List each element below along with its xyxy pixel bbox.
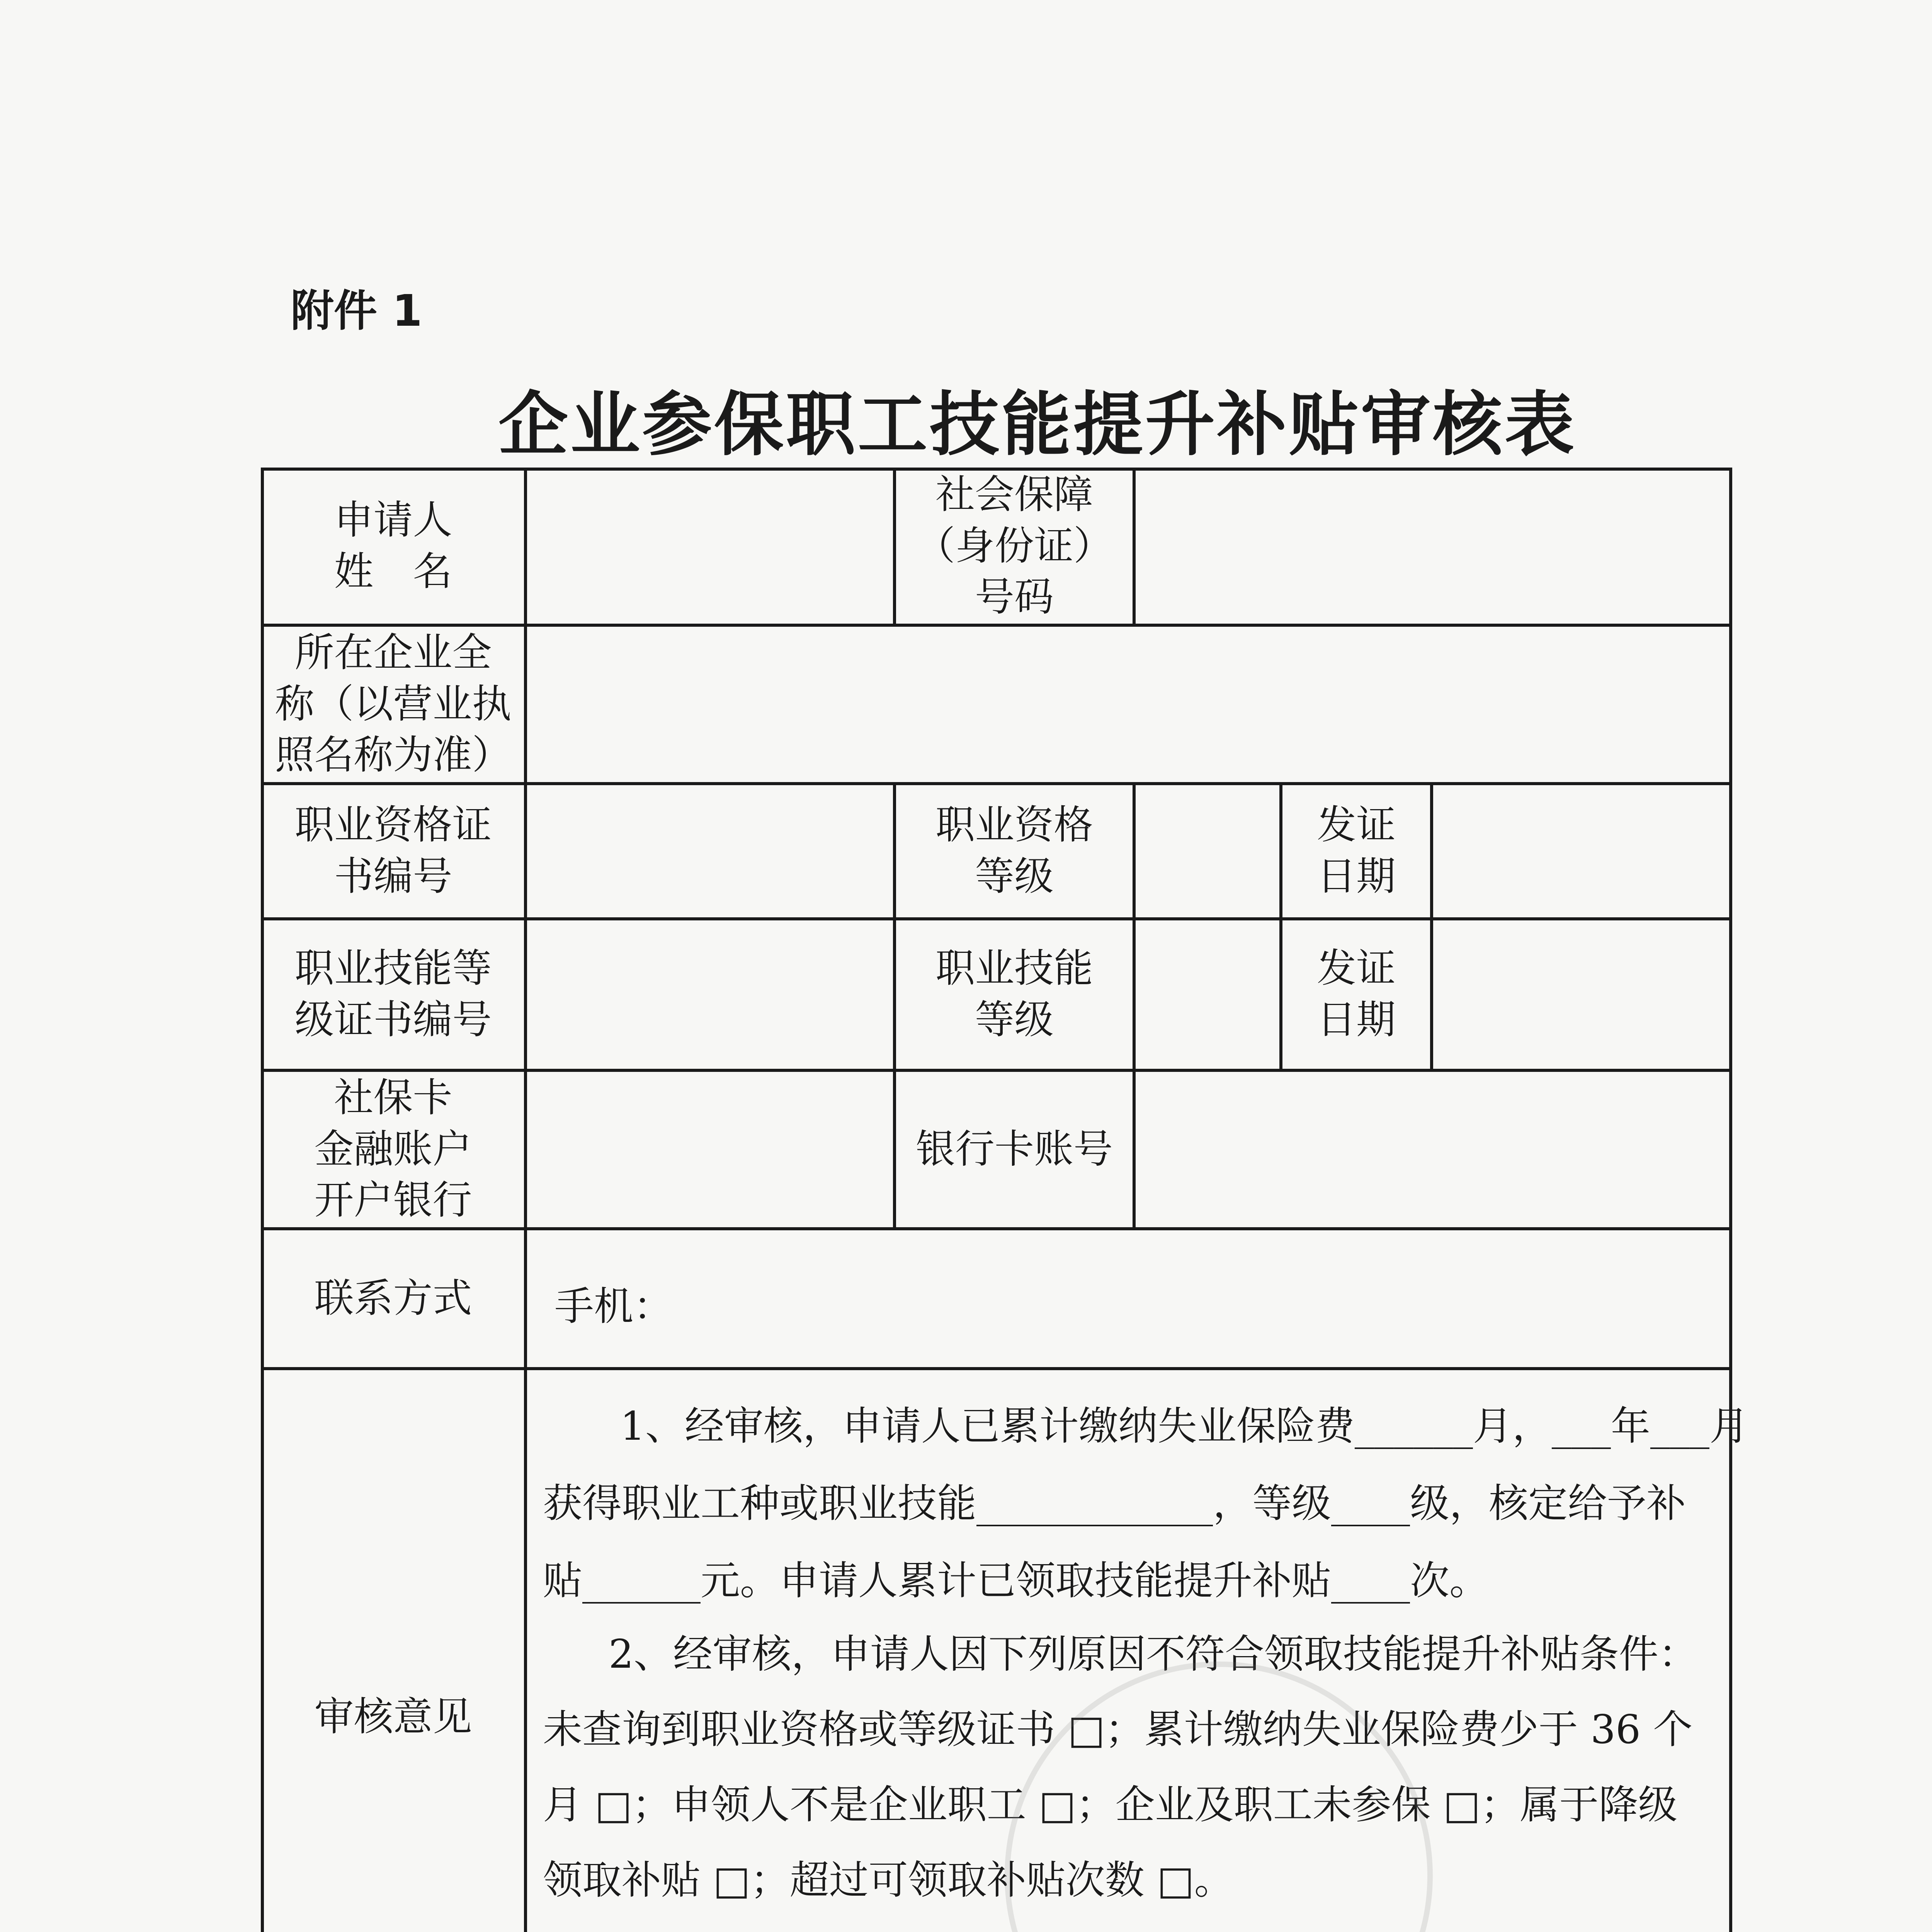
review-opinion-label: 审核意见 [314, 1694, 472, 1740]
skill-cert-no-label: 职业技能等 级证书编号 [294, 946, 492, 1043]
handler-signature-label [620, 1924, 857, 1932]
bank-account-label: 银行卡账号 [916, 1126, 1113, 1172]
form-title: 企业参保职工技能提升补贴审核表 [498, 384, 1577, 465]
skill-issue-date-label: 发证 日期 [1317, 946, 1396, 1043]
bank-label: 社保卡 金融账户 开户银行 [314, 1075, 472, 1224]
qualification-issue-date-label: 发证 日期 [1317, 802, 1396, 900]
qualification-cert-no-label: 职业资格证 书编号 [294, 802, 492, 900]
review-line-2: 获得职业工种或职业技能____________，等级____级，核定给予补 [543, 1481, 1686, 1527]
review-line-5: 未查询到职业资格或等级证书 □；累计缴纳失业保险费少于 36 个 [543, 1707, 1693, 1753]
contact-label: 联系方式 [314, 1275, 472, 1321]
review-form-table [261, 468, 1749, 1932]
review-line-4: 2、经审核，申请人因下列原因不符合领取技能提升补贴条件： [609, 1631, 1698, 1677]
phone-label: 手机： [554, 1284, 673, 1330]
company-name-label: 所在企业全 称（以营业执 照名称为准） [275, 630, 512, 779]
qualification-level-label: 职业资格 等级 [935, 802, 1093, 900]
review-line-7: 领取补贴 □；超过可领取补贴次数 □。 [543, 1857, 1234, 1903]
social-security-id-label: 社会保障 （身份证） 号码 [916, 472, 1113, 621]
review-line-6: 月 □；申领人不是企业职工 □；企业及职工未参保 □；属于降级 [543, 1782, 1678, 1828]
review-line-3: 贴______元。申请人累计已领取技能提升补贴____次。 [543, 1558, 1489, 1604]
skill-level-label: 职业技能 等级 [935, 946, 1093, 1043]
attachment-label: 附件 1 [291, 286, 422, 336]
review-line-1: 1、经审核，申请人已累计缴纳失业保险费______月，___年___月 [620, 1403, 1749, 1449]
applicant-name-label: 申请人 姓 名 [334, 497, 452, 595]
